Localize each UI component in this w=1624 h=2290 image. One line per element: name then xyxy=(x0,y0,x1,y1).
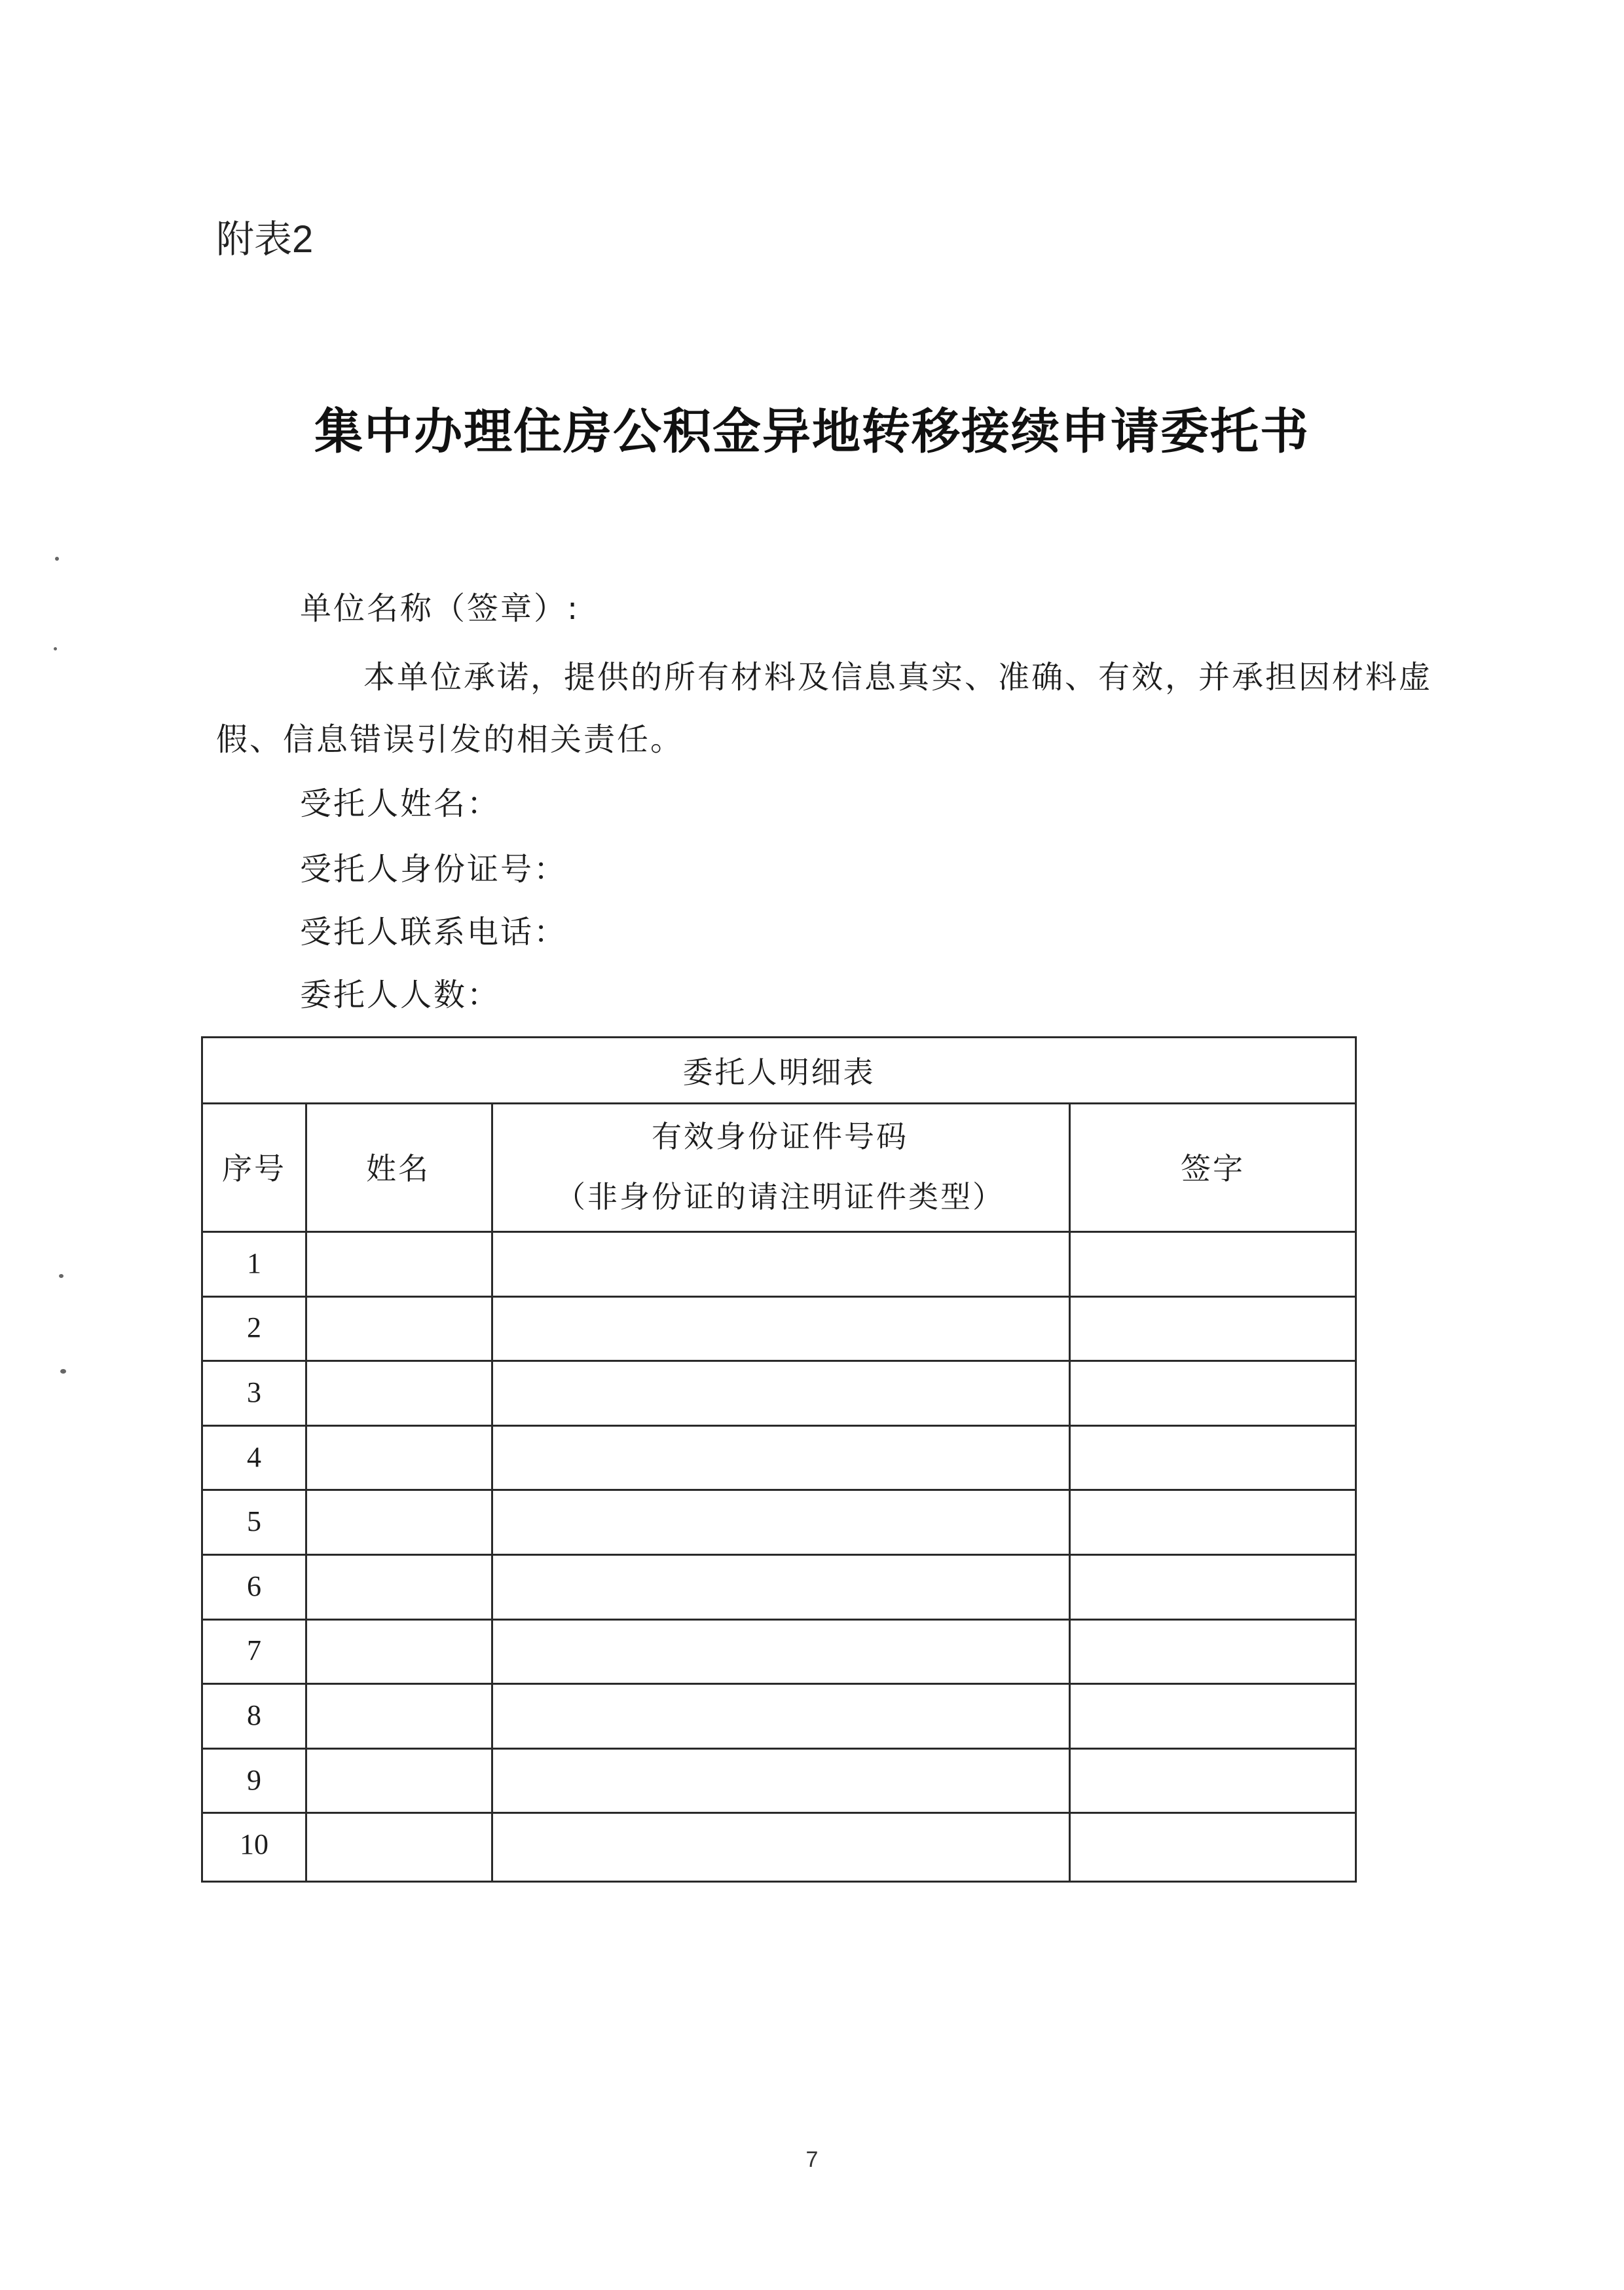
signature-cell[interactable] xyxy=(1069,1748,1357,1812)
table-row xyxy=(203,1231,1355,1296)
header-seq: 序号 xyxy=(222,1151,286,1186)
row-number: 10 xyxy=(240,1828,268,1861)
scan-speck xyxy=(55,557,59,561)
name-cell[interactable] xyxy=(305,1231,491,1296)
document-title: 集中办理住房公积金异地转移接续申请委托书 xyxy=(314,404,1310,460)
table-row xyxy=(203,1489,1355,1554)
signature-cell[interactable] xyxy=(1069,1296,1357,1361)
name-cell[interactable] xyxy=(305,1489,491,1554)
row-divider xyxy=(203,1554,1355,1556)
table-row xyxy=(203,1360,1355,1425)
id-number-cell[interactable] xyxy=(491,1554,1069,1619)
table-row xyxy=(203,1619,1355,1683)
row-number: 7 xyxy=(247,1634,261,1667)
signature-cell[interactable] xyxy=(1069,1619,1357,1683)
id-number-cell[interactable] xyxy=(491,1231,1069,1296)
promise-text-line-1: 本单位承诺，提供的所有材料及信息真实、准确、有效，并承担因材料虚 xyxy=(363,659,1433,696)
name-cell[interactable] xyxy=(305,1425,491,1490)
id-number-cell[interactable] xyxy=(491,1425,1069,1490)
row-divider xyxy=(203,1360,1355,1362)
signature-cell[interactable] xyxy=(1069,1812,1357,1877)
row-number: 5 xyxy=(247,1505,261,1538)
row-divider xyxy=(203,1425,1355,1427)
header-id-number xyxy=(491,1102,1069,1231)
row-divider xyxy=(203,1812,1355,1814)
principal-detail-table xyxy=(201,1036,1357,1883)
table-row xyxy=(203,1554,1355,1619)
row-number: 2 xyxy=(247,1311,261,1344)
row-divider xyxy=(203,1748,1355,1750)
page-number: 7 xyxy=(805,2147,819,2172)
signature-cell[interactable] xyxy=(1069,1360,1357,1425)
signature-cell[interactable] xyxy=(1069,1554,1357,1619)
scan-speck xyxy=(59,1274,64,1278)
trustee-name-label: 受托人姓名： xyxy=(300,785,501,822)
row-divider xyxy=(203,1296,1355,1298)
header-id-line-2: （非身份证的请注明证件类型） xyxy=(555,1179,1005,1214)
signature-cell[interactable] xyxy=(1069,1683,1357,1748)
row-divider xyxy=(203,1683,1355,1685)
promise-text-line-2: 假、信息错误引发的相关责任。 xyxy=(216,721,684,758)
signature-cell[interactable] xyxy=(1069,1425,1357,1490)
caption-divider xyxy=(203,1102,1355,1104)
name-cell[interactable] xyxy=(305,1683,491,1748)
scan-speck xyxy=(54,647,57,650)
scan-speck xyxy=(60,1369,66,1374)
row-divider xyxy=(203,1489,1355,1491)
table-row xyxy=(203,1812,1355,1877)
name-cell[interactable] xyxy=(305,1360,491,1425)
signature-cell[interactable] xyxy=(1069,1231,1357,1296)
row-number: 8 xyxy=(247,1699,261,1731)
id-number-cell[interactable] xyxy=(491,1296,1069,1361)
header-id-line-1: 有效身份证件号码 xyxy=(652,1119,908,1154)
attachment-label: 附表2 xyxy=(216,218,314,261)
row-number: 9 xyxy=(247,1763,261,1796)
header-name: 姓名 xyxy=(366,1151,430,1186)
row-divider xyxy=(203,1619,1355,1621)
principal-count-label: 委托人人数： xyxy=(300,977,501,1013)
table-row xyxy=(203,1296,1355,1361)
name-cell[interactable] xyxy=(305,1748,491,1812)
row-number: 1 xyxy=(247,1247,261,1279)
row-number: 4 xyxy=(247,1440,261,1473)
id-number-cell[interactable] xyxy=(491,1360,1069,1425)
name-cell[interactable] xyxy=(305,1554,491,1619)
table-caption: 委托人明细表 xyxy=(682,1055,876,1090)
signature-cell[interactable] xyxy=(1069,1489,1357,1554)
id-number-cell[interactable] xyxy=(491,1619,1069,1683)
name-cell[interactable] xyxy=(305,1812,491,1877)
header-signature: 签字 xyxy=(1181,1151,1245,1186)
id-number-cell[interactable] xyxy=(491,1683,1069,1748)
table-row xyxy=(203,1683,1355,1748)
trustee-phone-label: 受托人联系电话： xyxy=(300,914,568,950)
table-row xyxy=(203,1425,1355,1490)
id-number-cell[interactable] xyxy=(491,1812,1069,1877)
name-cell[interactable] xyxy=(305,1296,491,1361)
trustee-id-label: 受托人身份证号： xyxy=(300,851,568,888)
unit-name-label: 单位名称（签章）: xyxy=(300,590,580,627)
id-number-cell[interactable] xyxy=(491,1748,1069,1812)
table-row xyxy=(203,1748,1355,1812)
name-cell[interactable] xyxy=(305,1619,491,1683)
id-number-cell[interactable] xyxy=(491,1489,1069,1554)
row-number: 6 xyxy=(247,1569,261,1602)
row-number: 3 xyxy=(247,1376,261,1408)
